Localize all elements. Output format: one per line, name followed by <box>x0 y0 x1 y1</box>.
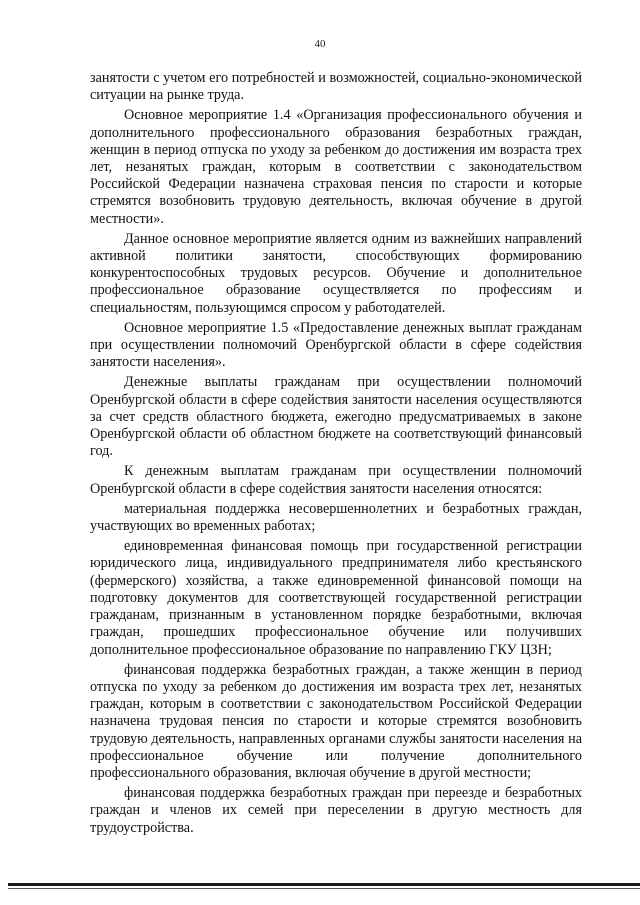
paragraph-continuation: занятости с учетом его потребностей и возможностей, социально-экономической ситуации на рынке труда. <box>90 70 582 104</box>
scan-edge-line <box>8 883 640 886</box>
paragraph-measure-1-4-description: Данное основное мероприятие является одним из важнейших направлений активной политики занятости, способствующих формированию конкурентоспособных трудовых ресурсов. Обучение и дополнительное профессиональное образование осуществляется по профессиям и специальностям, пользующимся спросом у работодателей. <box>90 230 582 316</box>
list-item-material-support: материальная поддержка несовершеннолетних и безработных граждан, участвующих во временных работах; <box>90 500 582 535</box>
list-item-financial-support-training: финансовая поддержка безработных граждан, а также женщин в период отпуска по уходу за ребенком до достижения им возраста трех лет, незанятых граждан, которым в соответствии с законодательством Российской Федерации назначена трудовая пенсия по старости и которые стремятся возобновить трудовую деятельность, направленных органами службы занятости населения на профессиональное обучение или получение дополнительного профессионального образования, включая обучение в другой местности; <box>90 661 582 781</box>
document-body <box>90 70 582 840</box>
paragraph-measure-1-4: Основное мероприятие 1.4 «Организация профессионального обучения и дополнительного профессионального образования безработных граждан, женщин в период отпуска по уходу за ребенком до достижения им возраста трех лет, незанятых граждан, которым в соответствии с законодательством Российской Федерации назначена страховая пенсия по старости и которые стремятся возобновить трудовую деятельность, включая обучение в другой местности». <box>90 107 582 227</box>
paragraph-measure-1-5: Основное мероприятие 1.5 «Предоставление денежных выплат гражданам при осуществлении полномочий Оренбургской области в сфере содействия занятости населения». <box>90 319 582 371</box>
paragraph-payments-list-intro: К денежным выплатам гражданам при осуществлении полномочий Оренбургской области в сфере содействия занятости населения относятся: <box>90 463 582 497</box>
scan-edge-line-thin <box>8 888 640 889</box>
page-number: 40 <box>314 38 326 50</box>
paragraph-payments-funding: Денежные выплаты гражданам при осуществлении полномочий Оренбургской области в сфере содействия занятости населения осуществляются за счет средств областного бюджета, ежегодно предусматриваемых в законе Оренбургской области об областном бюджете на соответствующий финансовый год. <box>90 374 582 460</box>
list-item-one-time-assistance: единовременная финансовая помощь при государственной регистрации юридического лица, индивидуального предпринимателя либо крестьянского (фермерского) хозяйства, а также единовременной финансовой помощи на подготовку документов для соответствующей государственной регистрации гражданам, признанным в установленном порядке безработными, включая граждан, прошедших профессиональное обучение или получивших дополнительное профессиональное образование по направлению ГКУ ЦЗН; <box>90 538 582 658</box>
list-item-financial-support-relocation: финансовая поддержка безработных граждан при переезде и безработных граждан и членов их семей при переселении в другую местность для трудоустройства. <box>90 785 582 836</box>
